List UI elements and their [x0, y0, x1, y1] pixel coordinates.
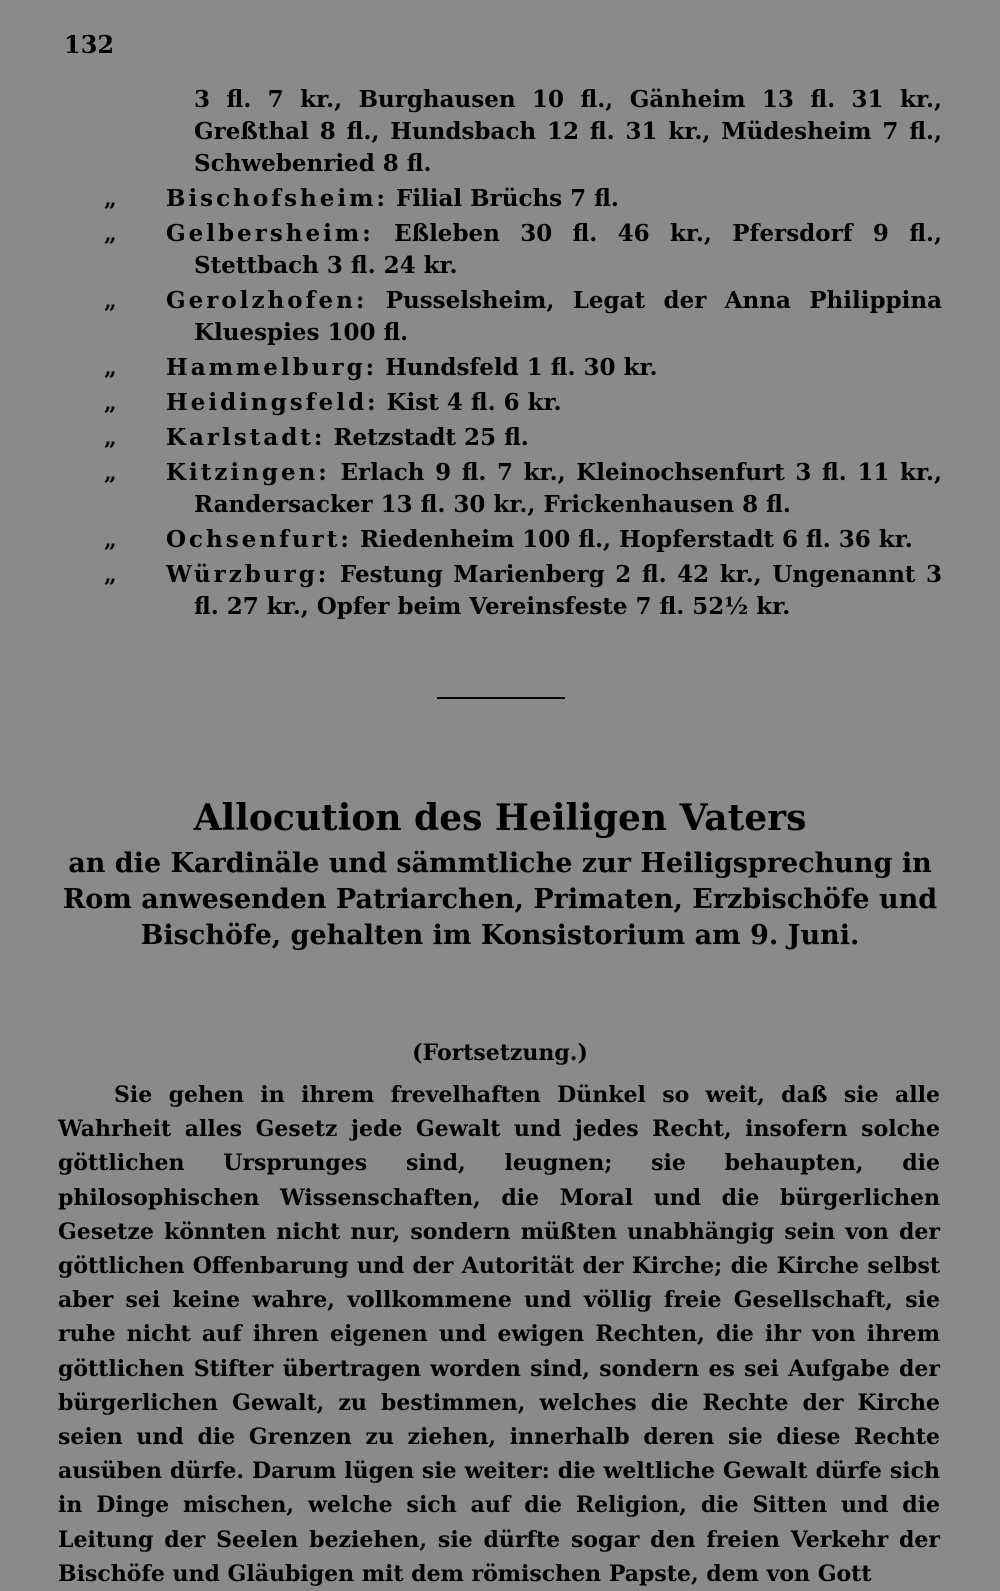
continuation-note: (Fortsetzung.) — [412, 1040, 588, 1066]
entry-text: Retzstadt 25 fl. — [333, 424, 529, 451]
list-item — [0, 352, 1000, 384]
list-item — [0, 387, 1000, 419]
entry-place: Ochsenfurt: — [166, 526, 352, 553]
ditto-mark: „ — [104, 425, 117, 451]
list-item — [0, 285, 1000, 349]
section-divider — [437, 697, 565, 699]
article-subtitle: an die Kardinäle und sämmtliche zur Heiligsprechung in Rom anwesenden Patriarchen, Primaten, Erzbischöfe und Bischöfe, gehalten im Konsistorium am 9. Juni. — [62, 848, 938, 951]
entry-place: Heidingsfeld: — [166, 389, 379, 416]
list-item-continuation — [0, 84, 1000, 180]
entry-place: Gelbersheim: — [166, 220, 374, 247]
entry-text: Kist 4 fl. 6 kr. — [386, 389, 562, 416]
entry-place: Karlstadt: — [166, 424, 326, 451]
entry-place: Würzburg: — [166, 561, 330, 588]
article-title: Allocution des Heiligen Vaters — [193, 797, 807, 839]
entry-text: Pusselsheim, Legat der Anna Philippina Kluespies 100 fl. — [194, 287, 942, 346]
entry-text: Hundsfeld 1 fl. 30 kr. — [385, 354, 658, 381]
entry-text: Erlach 9 fl. 7 kr., Kleinochsenfurt 3 fl. 11 kr., Randersacker 13 fl. 30 kr., Frickenhausen 8 fl. — [194, 459, 942, 518]
entry-text: Riedenheim 100 fl., Hopferstadt 6 fl. 36 kr. — [359, 526, 913, 553]
list-item — [0, 524, 1000, 556]
list-item — [0, 183, 1000, 215]
entry-place: Kitzingen: — [166, 459, 330, 486]
ditto-mark: „ — [104, 288, 117, 314]
entry-place: Gerolzhofen: — [166, 287, 368, 314]
entry-text: Filial Brüchs 7 fl. — [395, 185, 619, 212]
entry-place: Hammelburg: — [166, 354, 378, 381]
page-number: 132 — [64, 30, 115, 59]
entry-place: Bischofsheim: — [166, 185, 388, 212]
ditto-mark: „ — [104, 221, 117, 247]
entry-text: 3 fl. 7 kr., Burghausen 10 fl., Gänheim 13 fl. 31 kr., Greßthal 8 fl., Hundsbach 12 fl. 31 kr., Müdesheim 7 fl., Schwebenried 8 fl. — [194, 86, 942, 177]
entry-text: Eßleben 30 fl. 46 kr., Pfersdorf 9 fl., Stettbach 3 fl. 24 kr. — [194, 220, 942, 279]
list-item — [0, 559, 1000, 623]
entry-text: Festung Marienberg 2 fl. 42 kr., Ungenannt 3 fl. 27 kr., Opfer beim Vereinsfeste 7 fl. 52½ kr. — [194, 561, 943, 620]
ditto-mark: „ — [104, 460, 117, 486]
ditto-mark: „ — [104, 527, 117, 553]
list-item — [0, 218, 1000, 282]
list-item — [0, 422, 1000, 454]
ditto-mark: „ — [104, 562, 117, 588]
ditto-mark: „ — [104, 186, 117, 212]
article-body: Sie gehen in ihrem frevelhaften Dünkel so weit, daß sie alle Wahrheit alles Gesetz jede Gewalt und jedes Recht, insofern solche göttlichen Ursprunges sind, leugnen; sie behaupten, die philosophischen Wissenschaften, die Moral und die bürgerlichen Gesetze könnten nicht nur, sondern müßten unabhängig sein von der göttlichen Offenbarung und der Autorität der Kirche; die Kirche selbst aber sei keine wahre, vollkommene und völlig freie Gesellschaft, sie ruhe nicht auf ihren eigenen und ewigen Rechten, die ihr von ihrem göttlichen Stifter übertragen worden sind, sondern es sei Aufgabe der bürgerlichen Gewalt, zu bestimmen, welches die Rechte der Kirche seien und die Grenzen zu ziehen, innerhalb deren sie diese Rechte ausüben dürfe. Darum lügen sie weiter: die weltliche Gewalt dürfe sich in Dinge mischen, welche sich auf die Religion, die Sitten und die Leitung der Seelen beziehen, sie dürfte sogar den freien Verkehr der Bischöfe und Gläubigen mit dem römischen Papste, dem von Gott — [58, 1082, 940, 1587]
ditto-mark: „ — [104, 355, 117, 381]
donation-list — [0, 84, 1000, 626]
list-item — [0, 457, 1000, 521]
ditto-mark: „ — [104, 390, 117, 416]
